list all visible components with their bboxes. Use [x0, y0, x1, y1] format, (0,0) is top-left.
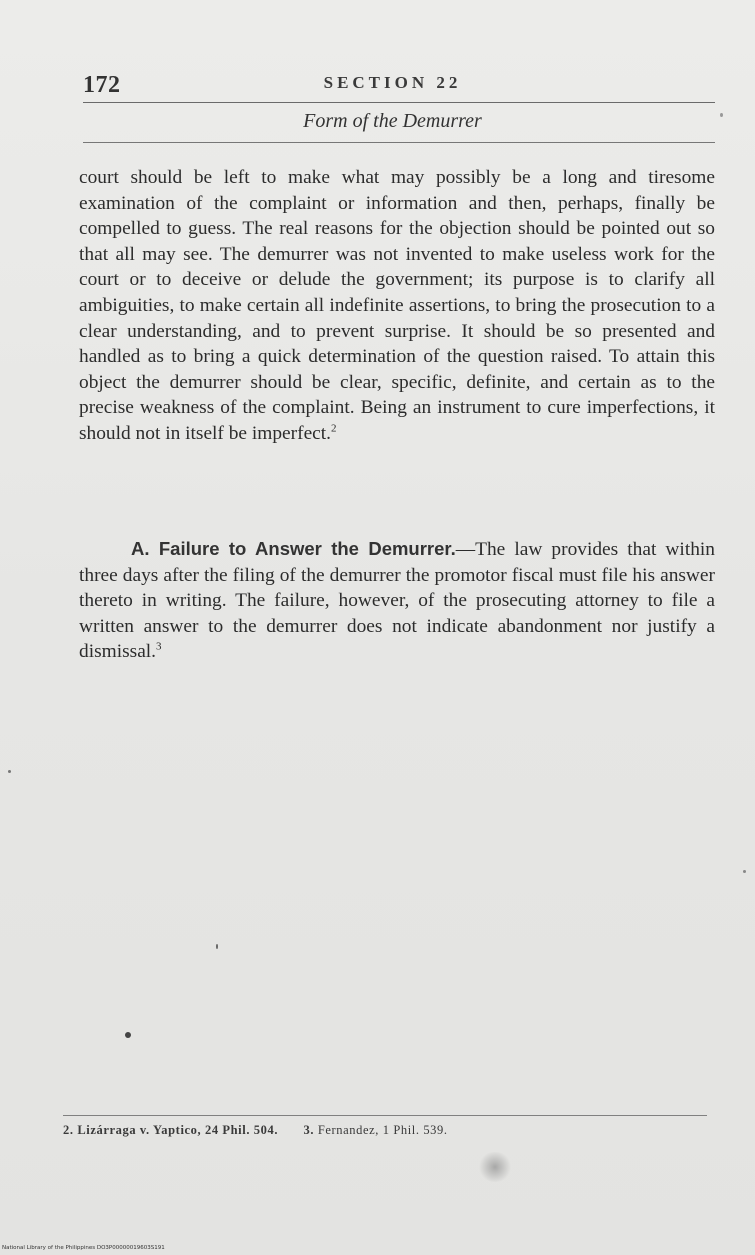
footnote-ref-3: 3 — [156, 640, 162, 653]
paragraph-2-text: —The law provides that within three days after the filing of the demurrer the promotor fiscal must file his answer thereto in writing. The failure, however, of the prosecuting attorney to file a written answer to the demurrer does not indicate abandonment nor justify a dismissal. — [79, 539, 715, 663]
header-rule — [83, 102, 715, 103]
subheading: A. Failure to Answer the Demurrer. — [131, 538, 456, 559]
scan-speck — [8, 770, 11, 773]
section-title: SECTION 22 — [323, 73, 462, 92]
body-paragraph-1 — [79, 165, 715, 447]
footnote-number: 2. — [63, 1123, 74, 1137]
footnote-rule — [63, 1115, 707, 1116]
library-stamp: National Library of the Philippines DO3P00000019603S191 — [2, 1245, 165, 1251]
page-number: 172 — [83, 72, 121, 98]
footnote-number: 3. — [303, 1123, 315, 1137]
running-head-rule — [83, 142, 715, 143]
footnote-text: Fernandez, 1 Phil. 539. — [317, 1123, 448, 1137]
footnote-ref-2: 2 — [331, 422, 337, 435]
footnote-text: Lizárraga v. Yaptico, 24 Phil. 504. — [77, 1123, 279, 1137]
footnotes — [63, 1123, 448, 1138]
paragraph-1-text: court should be left to make what may possibly be a long and tiresome examination of the complaint or information and then, perhaps, finally be compelled to guess. The real reasons for the objection should be pointed out so that all may see. The demurrer was not invented to make useless work for the court or to deceive or delude the government; its purpose is to clarify all ambiguities, to make certain all indefinite assertions, to bring the prosecution to a clear understanding, and to prevent surprise. It should be so presented and handled as to bring a quick determination of the question raised. To attain this object the demurrer should be clear, specific, definite, and certain as to the precise weakness of the complaint. Being an instrument to cure imperfections, it should not in itself be imperfect. — [79, 167, 715, 444]
scan-smudge — [478, 1152, 512, 1182]
scan-speck — [720, 113, 723, 117]
body-paragraph-2 — [79, 536, 715, 665]
scan-speck — [125, 1032, 131, 1038]
scan-speck — [743, 870, 746, 873]
scan-speck — [216, 944, 218, 949]
running-head: Form of the Demurrer — [303, 110, 482, 132]
